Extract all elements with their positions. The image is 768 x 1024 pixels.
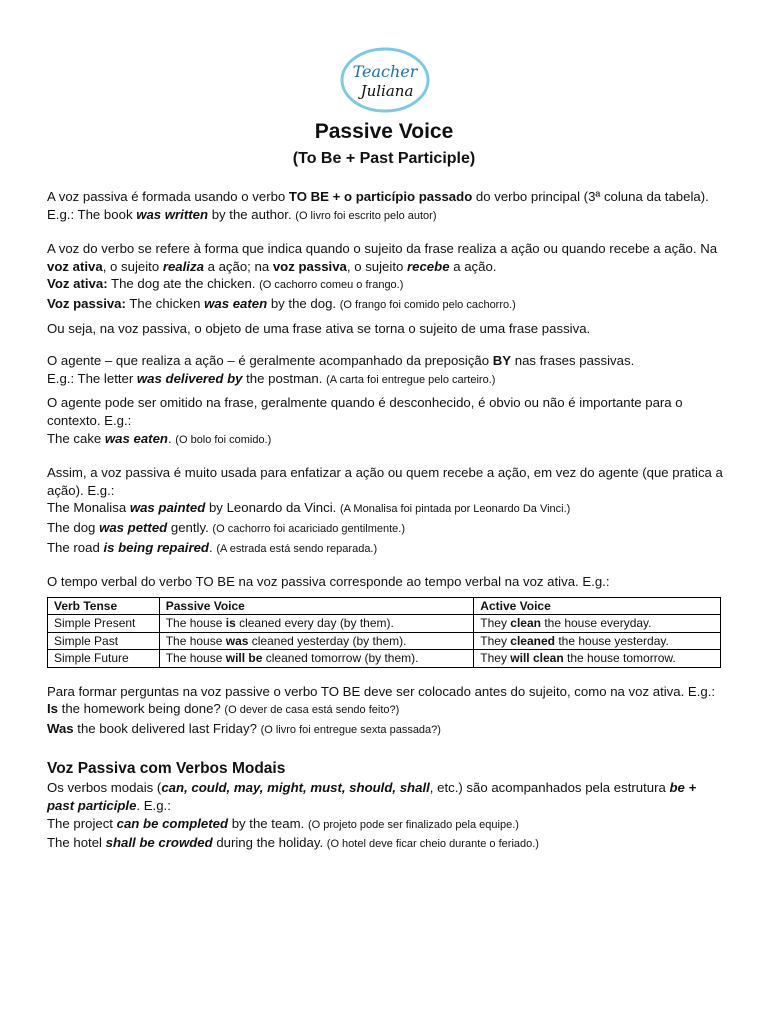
- cell-active: They will clean the house tomorrow.: [474, 650, 721, 668]
- logo-line1: Teacher: [352, 62, 418, 81]
- paragraph-agent-by: O agente – que realiza a ação – é geralmente acompanhado da preposição BY nas frases passivas.: [47, 353, 635, 369]
- paragraph-object-subject: Ou seja, na voz passiva, o objeto de uma frase ativa se torna o sujeito de uma frase passiva.: [47, 320, 591, 336]
- cell-passive: The house will be cleaned tomorrow (by them).: [159, 650, 474, 668]
- example-passive-voice: Voz passiva: The chicken was eaten by the dog. (O frango foi comido pelo cachorro.): [47, 295, 516, 311]
- logo-line2: Juliana: [360, 82, 414, 100]
- example-road: The road is being repaired. (A estrada está sendo reparada.): [47, 539, 378, 555]
- example-dog: The dog was petted gently. (O cachorro foi acariciado gentilmente.): [47, 519, 406, 535]
- paragraph-modals: Os verbos modais (can, could, may, might, must, should, shall, etc.) são acompanhados pela estrutura be + past participle. E.g.:: [47, 780, 697, 814]
- example-project: The project can be completed by the team. (O projeto pode ser finalizado pela equipe.): [47, 815, 519, 831]
- table-row: [48, 615, 721, 633]
- table-header-row: [48, 597, 721, 615]
- table-row: [48, 650, 721, 668]
- example-monalisa: The Monalisa was painted by Leonardo da Vinci. (A Monalisa foi pintada por Leonardo Da Vinci.): [47, 500, 571, 516]
- header-passive-voice: Passive Voice: [159, 597, 474, 615]
- page-subtitle: (To Be + Past Participle): [292, 150, 476, 167]
- cell-active: They cleaned the house yesterday.: [474, 632, 721, 650]
- table-row: [48, 632, 721, 650]
- example-book: Was the book delivered last Friday? (O livro foi entregue sexta passada?): [47, 720, 441, 736]
- document-body: [47, 188, 727, 854]
- example-homework: Is the homework being done? (O dever de casa está sendo feito?): [47, 701, 400, 717]
- cell-tense: Simple Present: [48, 615, 160, 633]
- page-title: Passive Voice: [314, 120, 454, 143]
- section-title-modals: Voz Passiva com Verbos Modais: [47, 760, 286, 778]
- teacher-juliana-logo: [339, 46, 431, 114]
- verb-tense-table: [47, 597, 721, 668]
- paragraph-agent-omitted: O agente pode ser omitido na frase, geralmente quando é desconhecido, é obvio ou não é importante para o contexto. E.g.:: [47, 395, 683, 428]
- header-verb-tense: Verb Tense: [48, 597, 160, 615]
- cell-tense: Simple Past: [48, 632, 160, 650]
- header-active-voice: Active Voice: [474, 597, 721, 615]
- example-hotel: The hotel shall be crowded during the holiday. (O hotel deve ficar cheio durante o feriado.): [47, 835, 539, 851]
- cell-passive: The house was cleaned yesterday (by them).: [159, 632, 474, 650]
- example-cake: The cake was eaten. (O bolo foi comido.): [47, 430, 272, 446]
- paragraph-voice-explanation: A voz do verbo se refere à forma que indica quando o sujeito da frase realiza a ação ou quando recebe a ação. Na voz ativa, o sujeito realiza a ação; na voz passiva, o sujeito recebe a ação.: [47, 241, 718, 274]
- example-active-voice: Voz ativa: The dog ate the chicken. (O cachorro comeu o frango.): [47, 276, 404, 292]
- cell-passive: The house is cleaned every day (by them).: [159, 615, 474, 633]
- paragraph-questions: Para formar perguntas na voz passive o verbo TO BE deve ser colocado antes do sujeito, como na voz ativa. E.g.:: [47, 683, 716, 699]
- cell-active: They clean the house everyday.: [474, 615, 721, 633]
- paragraph-verb-tense: O tempo verbal do verbo TO BE na voz passiva corresponde ao tempo verbal na voz ativa. E.g.:: [47, 574, 610, 590]
- cell-tense: Simple Future: [48, 650, 160, 668]
- paragraph-emphasis: Assim, a voz passiva é muito usada para enfatizar a ação ou quem recebe a ação, em vez do agente (que pratica a ação). E.g.:: [47, 465, 723, 498]
- paragraph-definition: A voz passiva é formada usando o verbo TO BE + o particípio passado do verbo principal (3ª coluna da tabela). E.g.: The book was written by the author. (O livro foi escrito pelo autor): [47, 189, 709, 222]
- example-letter: E.g.: The letter was delivered by the postman. (A carta foi entregue pelo carteiro.): [47, 370, 496, 386]
